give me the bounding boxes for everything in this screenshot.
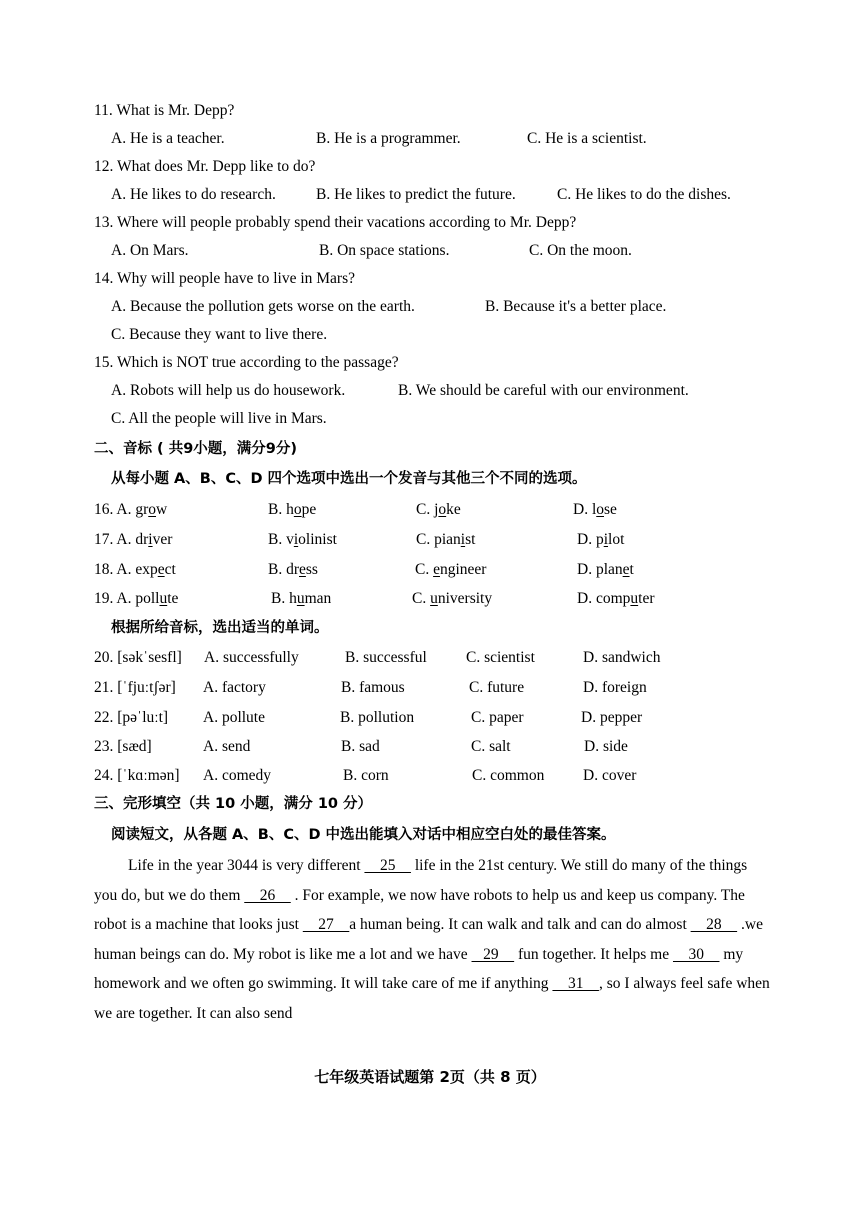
underlined-letter: o [148, 501, 157, 518]
answer-option: C. paper [471, 709, 524, 726]
answer-option: B. Because it's a better place. [485, 298, 667, 315]
section-title: 三、完形填空（共 10 小题，满分 10 分） [94, 796, 373, 812]
underlined-letter: e [157, 561, 165, 578]
answer-option: A. He is a teacher. [111, 130, 225, 147]
answer-option: A. On Mars. [111, 242, 189, 259]
answer-option: C. joke [416, 501, 461, 518]
underlined-letter: e [433, 561, 440, 578]
cloze-passage: Life in the year 3044 is very different 25 life in the 21st century. We still do many of the things you do, but we do them 26 . For example, we now have robots to help us and keep us company. The robot is a machine that looks just 27 a human being. It can walk and talk and can do almost 28 .we human beings can do. My robot is like me a lot and we have 29 fun together. It helps me 30 my homework and we often go swimming. It will take care of me if anything 31 , so I always feel safe when we are together. It can also send [94, 857, 770, 1022]
answer-option: D. computer [577, 590, 655, 607]
answer-option: B. dress [268, 561, 318, 578]
underlined-letter: u [296, 590, 305, 607]
answer-option: C. He is a scientist. [527, 130, 647, 147]
answer-option: C. He likes to do the dishes. [557, 186, 731, 203]
page-footer: 七年级英语试题第 2页（共 8 页） [314, 1068, 546, 1086]
answer-option: 17. A. driver [94, 531, 173, 548]
answer-option: D. pepper [581, 709, 643, 726]
answer-option: D. pilot [577, 531, 625, 548]
answer-option: C. scientist [466, 649, 535, 666]
answer-option: B. He likes to predict the future. [316, 186, 516, 203]
answer-option: A. successfully [204, 649, 299, 666]
underlined-letter: i [460, 531, 466, 548]
answer-option: B. hope [268, 501, 317, 518]
answer-option: C. common [472, 767, 545, 784]
answer-option: C. salt [471, 738, 511, 755]
answer-option: B. violinist [268, 531, 337, 548]
question-text: 12. What does Mr. Depp like to do? [94, 158, 316, 175]
blank-number: 28 [690, 916, 738, 934]
underlined-letter: u [159, 590, 168, 607]
answer-option: A. Robots will help us do housework. [111, 382, 346, 399]
phonetic-symbol: 21. [ˈfjuːtʃər] [94, 679, 176, 696]
blank-number: 31 [552, 975, 599, 993]
underlined-letter: u [630, 590, 639, 607]
question-text: 11. What is Mr. Depp? [94, 102, 235, 119]
blank-number: 30 [672, 945, 720, 963]
answer-option: C. engineer [415, 561, 487, 578]
blank-number: 25 [364, 857, 411, 874]
answer-option: C. On the moon. [529, 242, 632, 259]
underlined-letter: i [293, 531, 299, 548]
answer-option: A. send [203, 738, 251, 755]
section-instruction: 根据所给音标，选出适当的单词。 [111, 620, 329, 636]
answer-option: 18. A. expect [94, 561, 176, 578]
section-instruction: 阅读短文，从各题 A、B、C、D 中选出能填入对话中相应空白处的最佳答案。 [111, 827, 616, 843]
phonetic-symbol: 24. [ˈkɑːmən] [94, 767, 180, 784]
blank-number: 29 [471, 945, 515, 963]
question-text: 15. Which is NOT true according to the passage? [94, 354, 399, 371]
blank-number: 26 [244, 886, 291, 904]
answer-option: A. comedy [203, 767, 272, 784]
answer-option: D. sandwich [583, 649, 661, 666]
answer-option: D. side [584, 738, 628, 755]
question-text: 14. Why will people have to live in Mars? [94, 270, 356, 287]
underlined-letter: o [596, 501, 604, 518]
phonetic-symbol: 20. [səkˈsesfl] [94, 649, 182, 666]
answer-option: C. university [412, 590, 493, 607]
section-title: 二、音标 ( 共9小题，满分9分) [94, 441, 298, 457]
answer-option: B. corn [343, 767, 389, 784]
answer-option: C. All the people will live in Mars. [111, 410, 327, 427]
phonetic-symbol: 22. [pəˈluːt] [94, 709, 169, 726]
answer-option: D. foreign [583, 679, 647, 696]
answer-option: D. cover [583, 767, 637, 784]
answer-option: B. On space stations. [319, 242, 450, 259]
answer-option: C. Because they want to live there. [111, 326, 328, 343]
answer-option: B. human [271, 590, 332, 607]
answer-option: B. sad [341, 738, 380, 755]
answer-option: A. He likes to do research. [111, 186, 276, 203]
underlined-letter: e [622, 561, 630, 578]
phonetic-symbol: 23. [sæd] [94, 738, 152, 755]
underlined-letter: o [293, 501, 302, 518]
answer-option: B. He is a programmer. [316, 130, 461, 147]
question-text: 13. Where will people probably spend their vacations according to Mr. Depp? [94, 214, 577, 231]
answer-option: B. famous [341, 679, 405, 696]
answer-option: C. future [469, 679, 525, 696]
section-instruction: 从每小题 A、B、C、D 四个选项中选出一个发音与其他三个不同的选项。 [111, 471, 587, 487]
answer-option: D. planet [577, 561, 634, 578]
answer-option: B. pollution [340, 709, 415, 726]
answer-option: A. factory [203, 679, 266, 696]
answer-option: B. successful [345, 649, 427, 666]
underlined-letter: i [603, 531, 609, 548]
answer-option: 19. A. pollute [94, 590, 179, 607]
blank-number: 27 [302, 916, 350, 934]
answer-option: A. pollute [203, 709, 265, 726]
answer-option: D. lose [573, 501, 617, 518]
answer-option: B. We should be careful with our environment. [398, 382, 689, 399]
underlined-letter: o [438, 501, 447, 518]
answer-option: A. Because the pollution gets worse on the earth. [111, 298, 415, 315]
answer-option: C. pianist [416, 531, 476, 548]
underlined-letter: i [148, 531, 153, 548]
underlined-letter: e [299, 561, 306, 578]
answer-option: 16. A. grow [94, 501, 168, 518]
underlined-letter: u [430, 590, 438, 607]
